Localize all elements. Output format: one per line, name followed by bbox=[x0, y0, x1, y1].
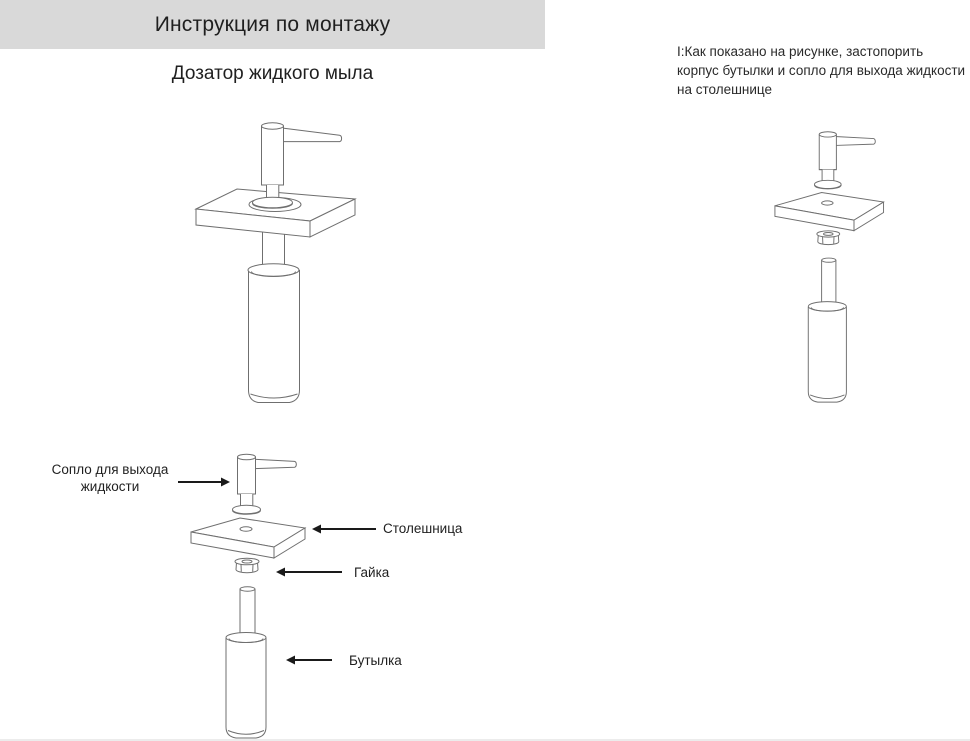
label-nut: Гайка bbox=[354, 565, 390, 580]
label-bottle: Бутылка bbox=[349, 653, 402, 668]
countertop-arrow-icon bbox=[312, 523, 376, 535]
exploded-dispenser-figure-small bbox=[772, 122, 896, 405]
page-title: Инструкция по монтажу bbox=[154, 12, 391, 36]
nut-arrow-icon bbox=[276, 566, 342, 578]
step-instruction-text: I:Как показано на рисунке, застопорить корпус бутылки и сопло для выхода жидкости на столешнице bbox=[677, 44, 966, 97]
nozzle-arrow-icon bbox=[178, 476, 230, 488]
label-countertop: Столешница bbox=[383, 521, 463, 536]
bottle-arrow-icon bbox=[286, 654, 332, 666]
product-subtitle: Дозатор жидкого мыла bbox=[171, 63, 374, 84]
label-nozzle: Сопло для выхода жидкости bbox=[51, 462, 169, 494]
exploded-dispenser-figure bbox=[188, 444, 318, 741]
assembled-dispenser-figure bbox=[165, 110, 365, 410]
header-bar bbox=[0, 0, 545, 49]
